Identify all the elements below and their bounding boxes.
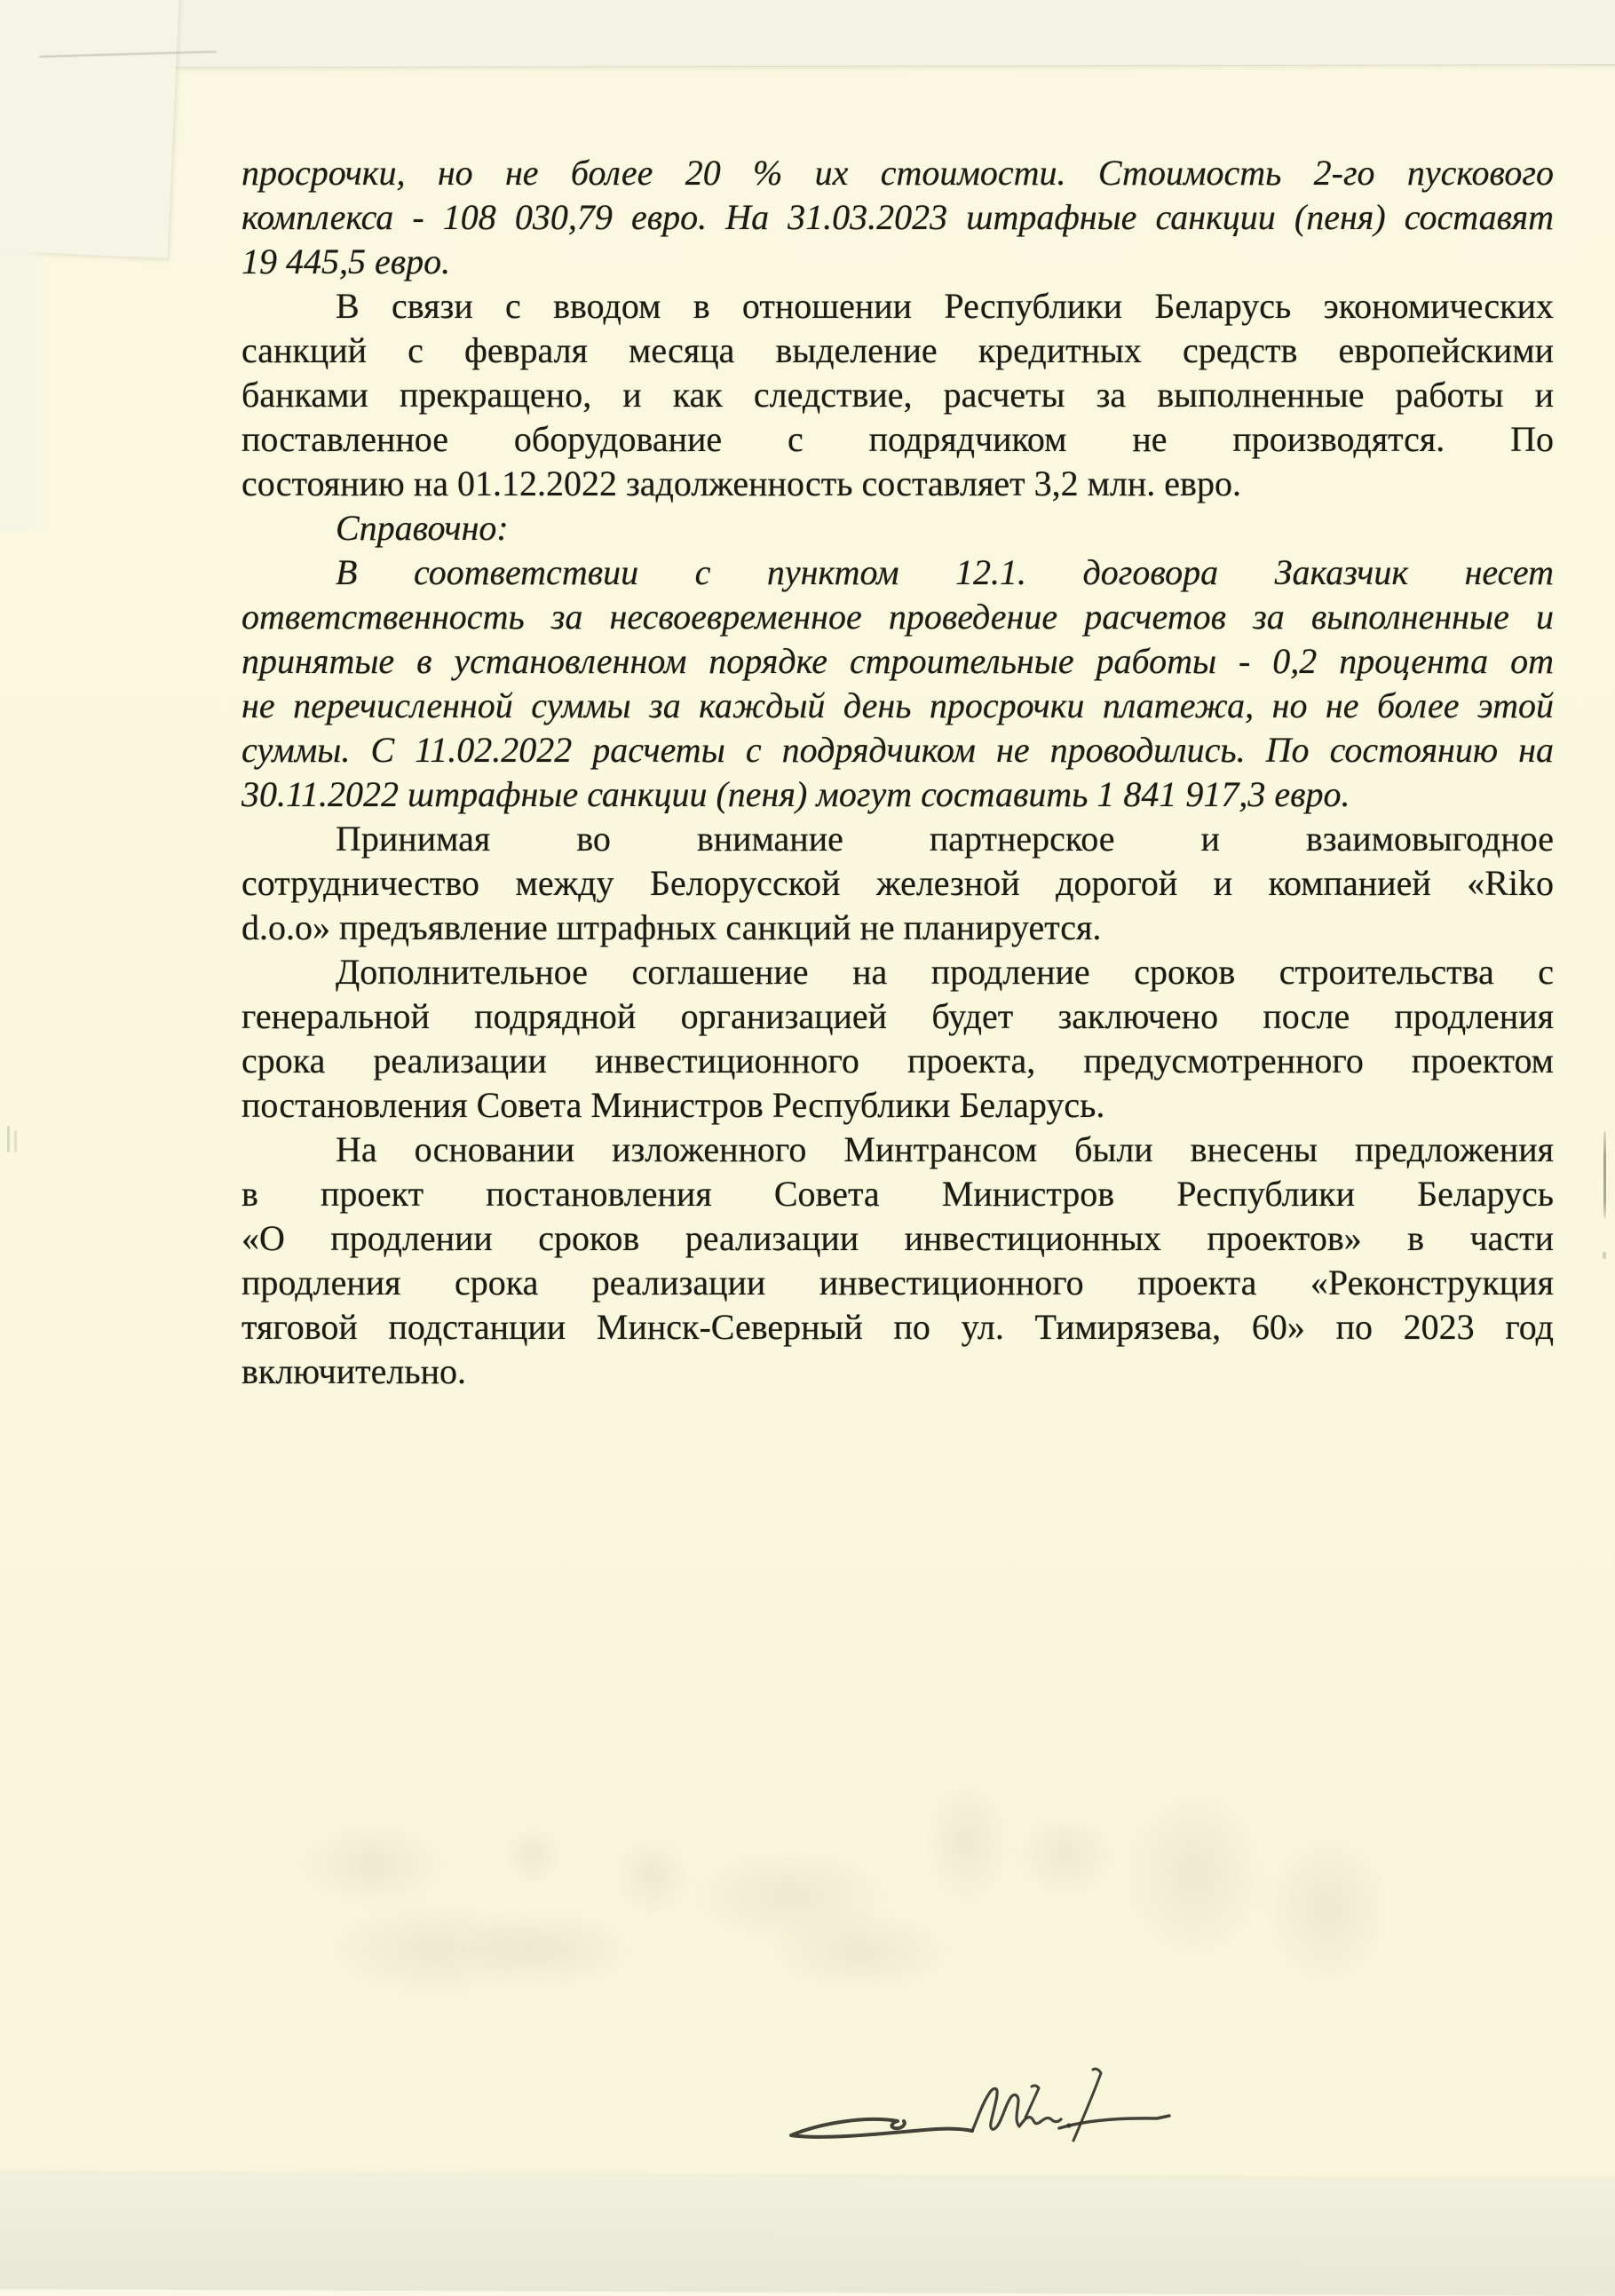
scan-smudge	[462, 1909, 639, 1989]
text-line: продления срока реализации инвестиционного проекта «Реконструкция	[241, 1263, 1554, 1302]
text-line: 30.11.2022 штрафные санкции (пеня) могут составить 1 841 917,3 евро.	[241, 774, 1350, 814]
text-line: «О продлении сроков реализации инвестиционных проектов» в части	[241, 1218, 1554, 1258]
text-line: поставленное оборудование с подрядчиком не производятся. По	[241, 419, 1554, 459]
text-line: На основании изложенного Минтрансом были внесены предложения	[336, 1129, 1554, 1169]
text-line: Дополнительное соглашение на продление сроков строительства с	[336, 952, 1554, 992]
text-line: просрочки, но не более 20 % их стоимости. Стоимость 2-го пускового	[241, 153, 1554, 193]
text-line: состоянию на 01.12.2022 задолженность составляет 3,2 млн. евро.	[241, 463, 1241, 503]
text-line: сотрудничество между Белорусской железной дорогой и компанией «Riko	[241, 863, 1554, 903]
scan-top-edge-artifact	[0, 0, 1615, 68]
scan-mark	[14, 1130, 17, 1152]
scan-smudge	[764, 1909, 959, 1993]
document-body	[241, 151, 1554, 1394]
scan-smudge	[1261, 1829, 1394, 1989]
text-line: суммы. С 11.02.2022 расчеты с подрядчиком не проводились. По состоянию на	[241, 730, 1554, 770]
text-line: включительно.	[241, 1351, 467, 1391]
text-line: в проект постановления Совета Министров Республики Беларусь	[241, 1174, 1554, 1214]
text-line: В соответствии с пунктом 12.1. договора Заказчик несет	[336, 552, 1554, 592]
scan-mark	[7, 1126, 10, 1152]
text-line: ответственность за несвоевременное проведение расчетов за выполненные и	[241, 597, 1554, 637]
signature	[759, 2064, 1185, 2153]
scan-smudge	[1012, 1811, 1119, 1900]
text-line: 19 445,5 евро.	[241, 241, 451, 281]
scan-bottom-edge-artifact	[0, 2173, 1615, 2296]
scan-smudge	[293, 1820, 453, 1909]
text-line: срока реализации инвестиционного проекта, предусмотренного проектом	[241, 1041, 1554, 1081]
scan-smudge	[923, 1776, 1012, 1909]
text-line: В связи с вводом в отношении Республики Беларусь экономических	[336, 286, 1554, 326]
scan-mark	[1603, 1131, 1606, 1218]
text-line: d.o.o» предъявление штрафных санкций не планируется.	[241, 907, 1102, 947]
scan-smudge	[502, 1825, 564, 1887]
text-line: банками прекращено, и как следствие, расчеты за выполненные работы и	[241, 375, 1554, 415]
text-line: генеральной подрядной организацией будет заключено после продления	[241, 996, 1554, 1036]
text-line: тяговой подстанции Минск-Северный по ул. Тимирязева, 60» по 2023 год	[241, 1307, 1554, 1347]
text-line: комплекса - 108 030,79 евро. На 31.03.2023 штрафные санкции (пеня) составят	[241, 197, 1554, 237]
text-line: принятые в установленном порядке строительные работы - 0,2 процента от	[241, 641, 1554, 681]
scan-mark	[1603, 1252, 1606, 1259]
text-line: Принимая во внимание партнерское и взаимовыгодное	[336, 819, 1554, 859]
text-line: не перечисленной суммы за каждый день просрочки платежа, но не более этой	[241, 685, 1554, 725]
text-line: Справочно:	[336, 508, 509, 548]
text-line: санкций с февраля месяца выделение кредитных средств европейскими	[241, 330, 1554, 370]
scan-left-edge-artifact	[0, 51, 48, 531]
scan-smudge	[1119, 1785, 1270, 1962]
scan-smudge	[613, 1833, 693, 1918]
text-line: постановления Совета Министров Республики Беларусь.	[241, 1085, 1105, 1125]
